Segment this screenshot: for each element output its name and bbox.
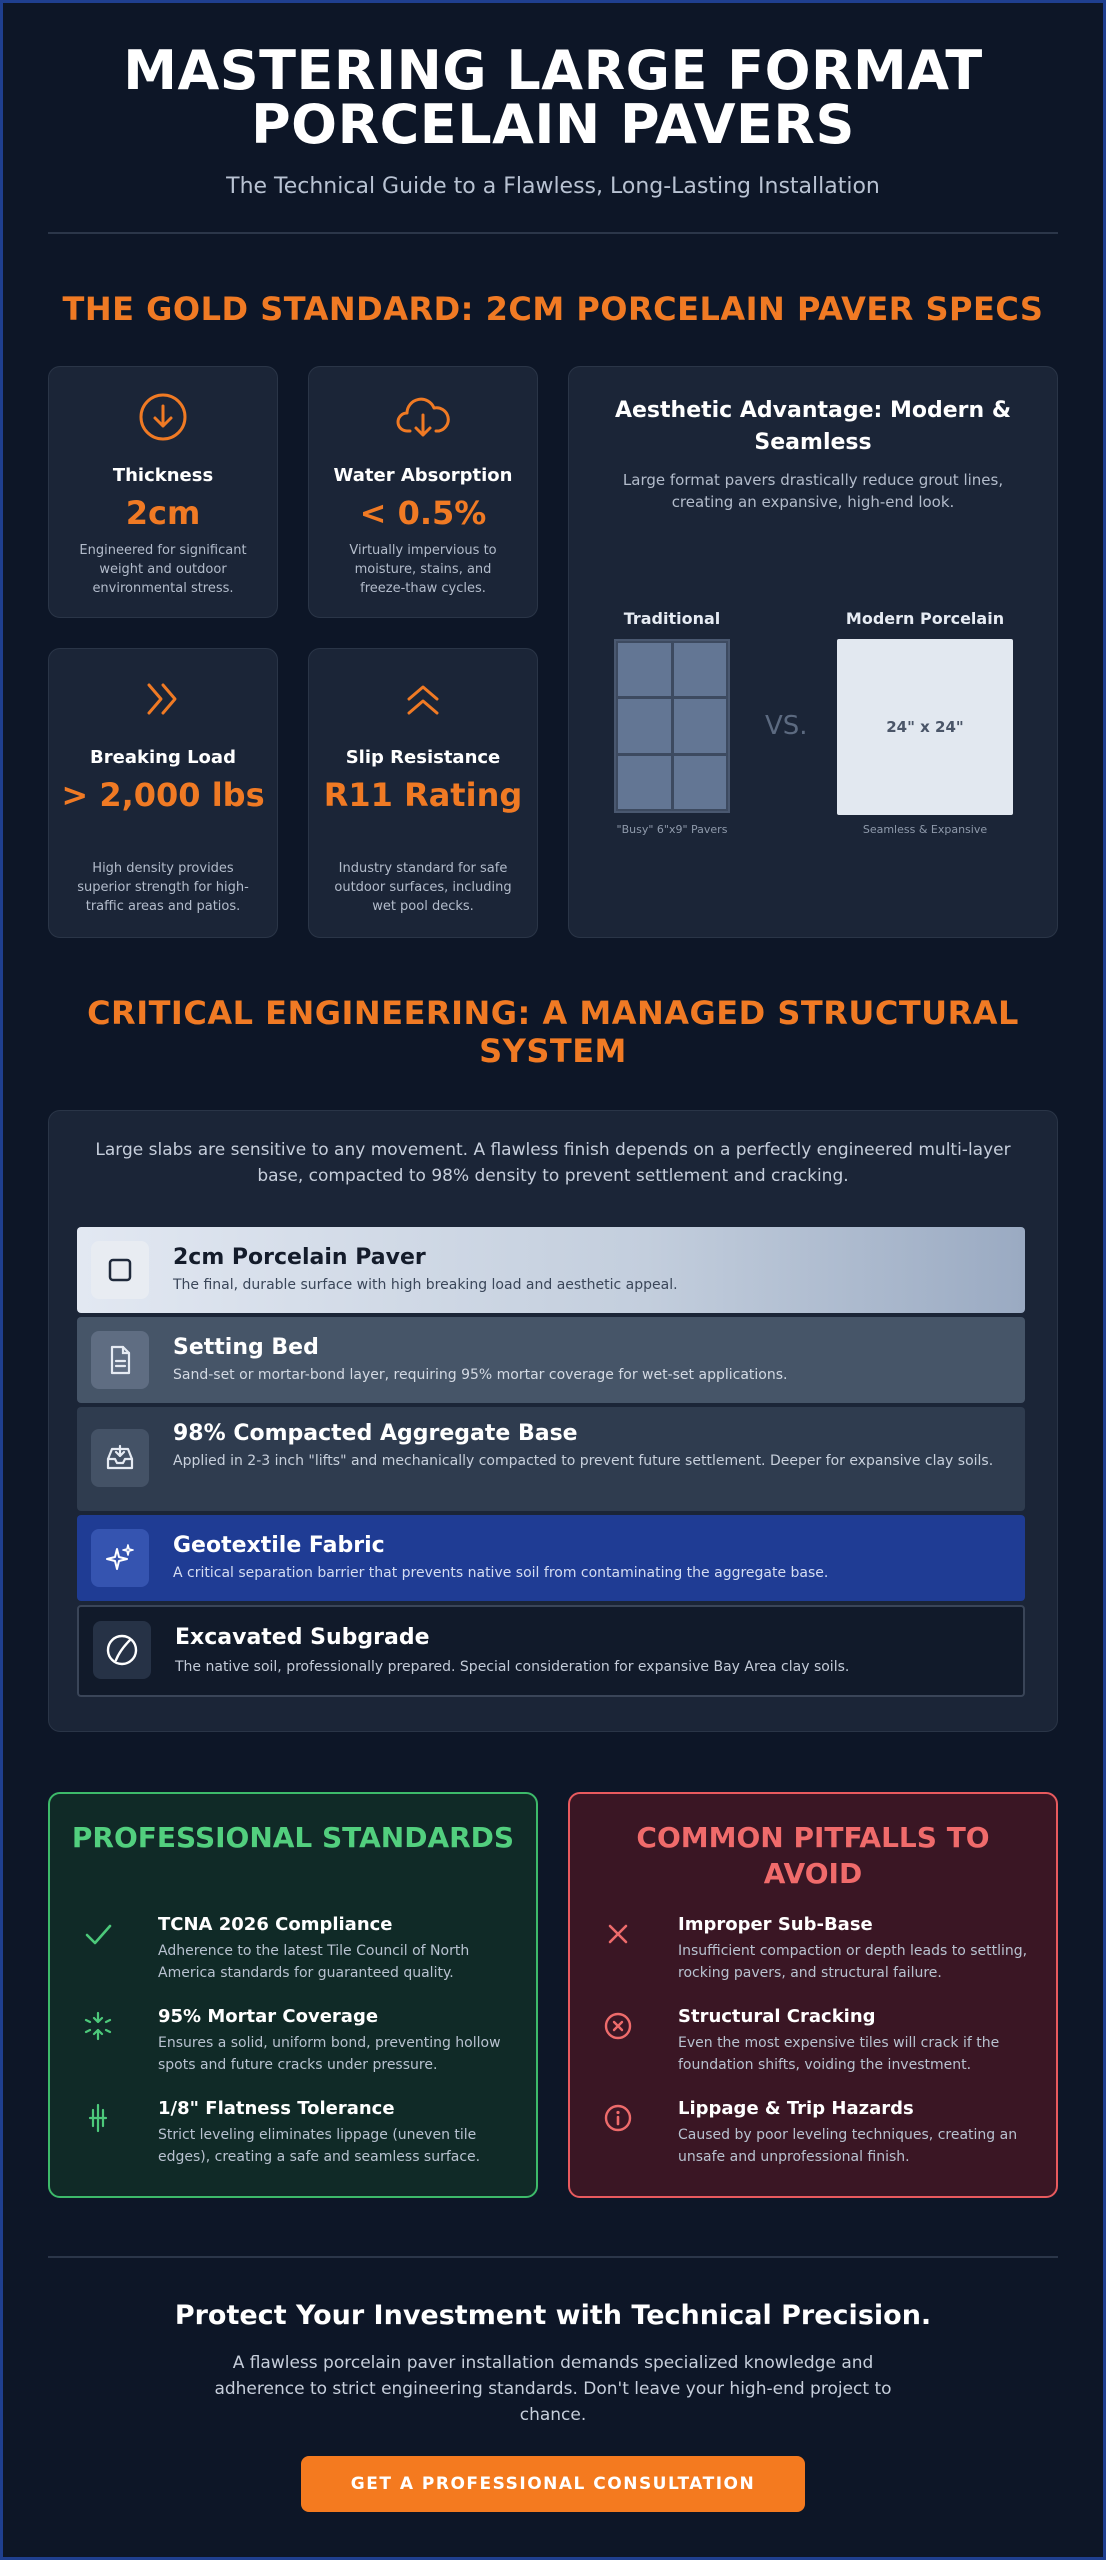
standards-item bbox=[78, 2098, 508, 2168]
spec-value: R11 Rating bbox=[323, 776, 523, 814]
layer-title: 2cm Porcelain Paver bbox=[173, 1245, 426, 1270]
double-chevron-right-icon bbox=[49, 673, 277, 725]
square-icon bbox=[91, 1241, 149, 1299]
pitfall-item-description: Even the most expensive tiles will crack if the foundation shifts, voiding the investment. bbox=[678, 2035, 1000, 2073]
page-title: MASTERING LARGE FORMAT PORCELAIN PAVERS bbox=[123, 39, 983, 156]
cta-description: A flawless porcelain paver installation demands specialized knowledge and adherence to strict engineering standards. Don't leave your high-end project to chance. bbox=[214, 2353, 892, 2425]
spec-value: < 0.5% bbox=[359, 494, 487, 532]
x-circle-icon bbox=[598, 2006, 638, 2046]
layer-title: Setting Bed bbox=[173, 1335, 319, 1360]
spec-label: Slip Resistance bbox=[345, 747, 501, 768]
standards-item bbox=[78, 1914, 508, 1984]
pitfall-item-description: Insufficient compaction or depth leads to settling, rocking pavers, and structural failure. bbox=[678, 1943, 1028, 1981]
spec-label: Thickness bbox=[112, 465, 214, 486]
spec-description: Virtually impervious to moisture, stains, and freeze-thaw cycles. bbox=[349, 543, 497, 596]
inbox-tray-icon bbox=[91, 1429, 149, 1487]
structure-section-title: CRITICAL ENGINEERING: A MANAGED STRUCTURAL SYSTEM bbox=[87, 994, 1019, 1070]
layer-title: 98% Compacted Aggregate Base bbox=[173, 1421, 578, 1446]
pitfall-item bbox=[598, 1914, 1028, 1984]
layer-description: Applied in 2-3 inch "lifts" and mechanically compacted to prevent future settlement. Deeper for expansive clay soils. bbox=[173, 1453, 994, 1469]
specs-section-title: THE GOLD STANDARD: 2CM PORCELAIN PAVER SPECS bbox=[62, 290, 1044, 328]
common-pitfalls-card bbox=[568, 1792, 1058, 2198]
check-icon bbox=[78, 1914, 118, 1954]
spec-value: > 2,000 lbs bbox=[61, 776, 265, 814]
cloud-download-icon bbox=[309, 391, 537, 443]
double-chevron-up-icon bbox=[309, 673, 537, 725]
layer-description: The native soil, professionally prepared. Special consideration for expansive Bay Area clay soils. bbox=[175, 1659, 850, 1675]
professional-standards-card bbox=[48, 1792, 538, 2198]
layer-setting-bed bbox=[77, 1317, 1025, 1403]
layer-title: Geotextile Fabric bbox=[173, 1533, 385, 1558]
standards-item-title: 95% Mortar Coverage bbox=[158, 2006, 379, 2027]
layer-description: Sand-set or mortar-bond layer, requiring 95% mortar coverage for wet-set applications. bbox=[173, 1367, 788, 1383]
cta-title: Protect Your Investment with Technical Precision. bbox=[174, 2300, 932, 2331]
document-icon bbox=[91, 1331, 149, 1389]
soil-circle-icon bbox=[93, 1621, 151, 1679]
standards-title: PROFESSIONAL STANDARDS bbox=[71, 1821, 515, 1854]
layer-porcelain-paver bbox=[77, 1227, 1025, 1313]
spec-card-water-absorption bbox=[308, 366, 538, 618]
layer-title: Excavated Subgrade bbox=[175, 1625, 430, 1650]
traditional-caption: "Busy" 6"x9" Pavers bbox=[616, 823, 728, 836]
spec-value: 2cm bbox=[125, 494, 201, 532]
aesthetic-advantage-card bbox=[568, 366, 1058, 938]
modern-porcelain-caption: Seamless & Expansive bbox=[862, 823, 988, 836]
standards-item-description: Strict leveling eliminates lippage (uneven tile edges), creating a safe and seamless surface. bbox=[158, 2127, 481, 2165]
spec-label: Breaking Load bbox=[90, 747, 236, 768]
pitfall-item bbox=[598, 2098, 1028, 2168]
spec-label: Water Absorption bbox=[333, 465, 513, 486]
standards-item-description: Ensures a solid, uniform bond, preventing hollow spots and future cracks under pressure. bbox=[158, 2035, 501, 2073]
layer-description: The final, durable surface with high breaking load and aesthetic appeal. bbox=[173, 1277, 678, 1293]
sparkles-icon bbox=[91, 1529, 149, 1587]
spec-card-thickness bbox=[48, 366, 278, 618]
pitfall-item-title: Structural Cracking bbox=[678, 2006, 876, 2027]
x-icon bbox=[598, 1914, 638, 1954]
info-circle-icon bbox=[598, 2098, 638, 2138]
layer-description: A critical separation barrier that prevents native soil from contaminating the aggregate base. bbox=[173, 1565, 829, 1581]
divider bbox=[48, 2256, 1058, 2258]
traditional-paver-grid bbox=[614, 639, 730, 813]
standards-item-title: 1/8" Flatness Tolerance bbox=[158, 2098, 395, 2119]
arrow-down-circle-icon bbox=[49, 391, 277, 443]
versus-label: VS. bbox=[765, 711, 808, 741]
level-tool-icon bbox=[78, 2098, 118, 2138]
layer-geotextile-fabric bbox=[77, 1515, 1025, 1601]
spec-description: Engineered for significant weight and outdoor environmental stress. bbox=[79, 543, 247, 596]
aesthetic-description: Large format pavers drastically reduce grout lines, creating an expansive, high-end look. bbox=[622, 471, 1004, 511]
spec-card-breaking-load bbox=[48, 648, 278, 938]
layer-aggregate-base bbox=[77, 1407, 1025, 1511]
modern-porcelain-slab: 24" x 24" bbox=[837, 639, 1013, 815]
structural-system-card bbox=[48, 1110, 1058, 1732]
standards-item bbox=[78, 2006, 508, 2076]
layer-excavated-subgrade bbox=[77, 1605, 1025, 1697]
pitfall-item-description: Caused by poor leveling techniques, creating an unsafe and unprofessional finish. bbox=[678, 2127, 1018, 2165]
standards-item-title: TCNA 2026 Compliance bbox=[158, 1914, 393, 1935]
page-subtitle: The Technical Guide to a Flawless, Long-Lasting Installation bbox=[226, 174, 880, 199]
pitfall-item bbox=[598, 2006, 1028, 2076]
consultation-button[interactable]: GET A PROFESSIONAL CONSULTATION bbox=[301, 2456, 805, 2512]
spec-description: Industry standard for safe outdoor surfaces, including wet pool decks. bbox=[334, 861, 512, 914]
modern-porcelain-label: Modern Porcelain bbox=[845, 609, 1005, 628]
spec-card-slip-resistance bbox=[308, 648, 538, 938]
pitfalls-title: COMMON PITFALLS TO AVOID bbox=[636, 1821, 990, 1890]
traditional-label: Traditional bbox=[623, 609, 721, 628]
pitfall-item-title: Improper Sub-Base bbox=[678, 1914, 873, 1935]
standards-item-description: Adherence to the latest Tile Council of North America standards for guaranteed quality. bbox=[158, 1943, 470, 1981]
aesthetic-title: Aesthetic Advantage: Modern & Seamless bbox=[614, 398, 1012, 455]
pitfall-item-title: Lippage & Trip Hazards bbox=[678, 2098, 914, 2119]
structure-intro: Large slabs are sensitive to any movement. A flawless finish depends on a perfectly engineered multi-layer base, compacted to 98% density to prevent settlement and cracking. bbox=[95, 1140, 1011, 1186]
divider bbox=[48, 232, 1058, 234]
spec-description: High density provides superior strength for high-traffic areas and patios. bbox=[77, 861, 249, 914]
compress-arrows-icon bbox=[78, 2006, 118, 2046]
